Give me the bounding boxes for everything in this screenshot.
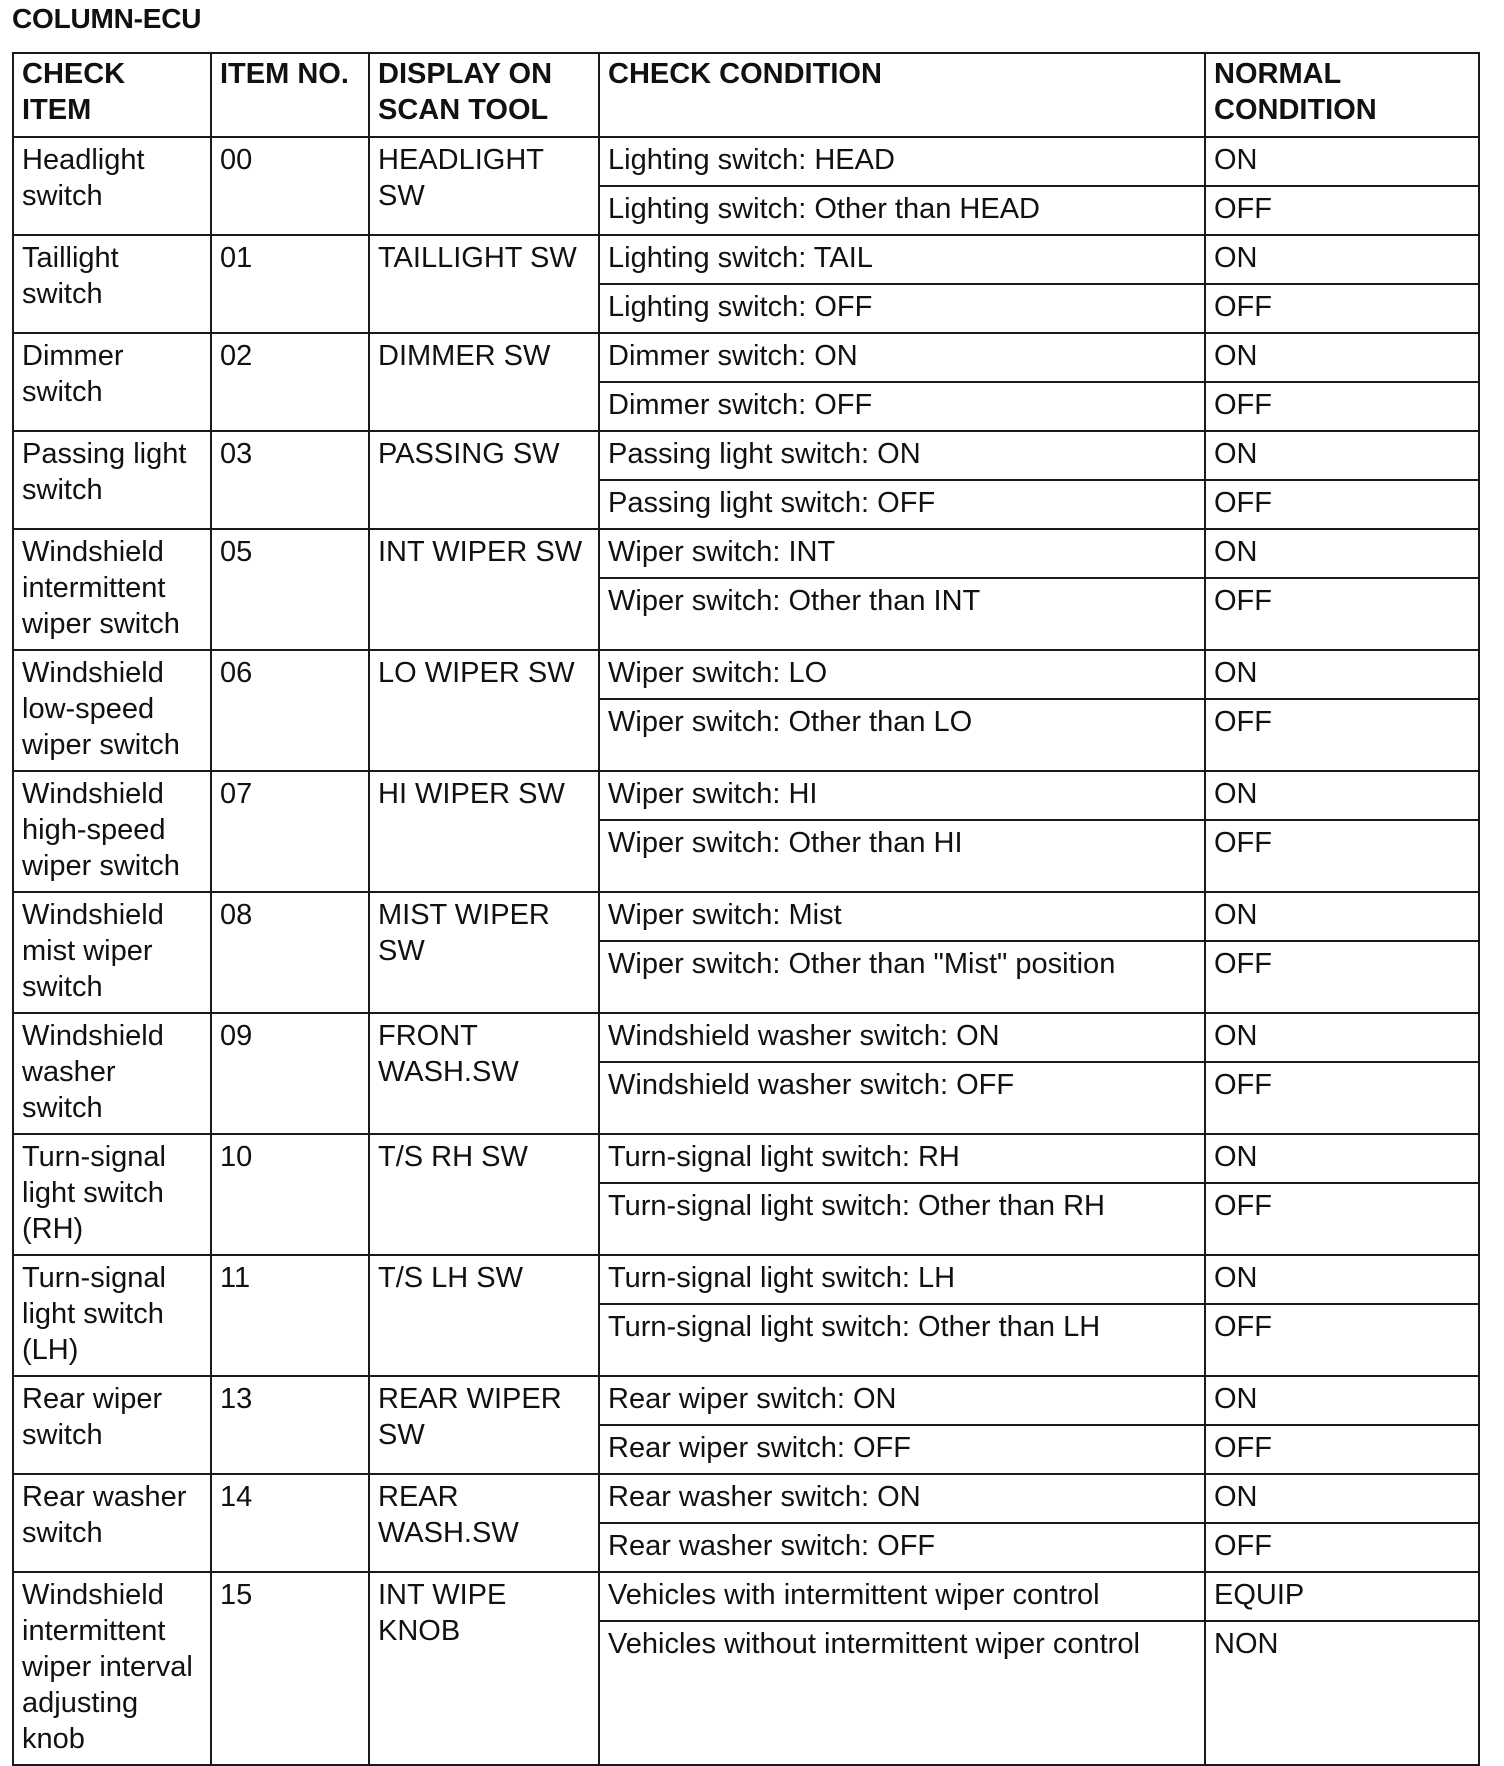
condition-cell: Wiper switch: LO [599, 650, 1205, 699]
check-item-cell: Taillight switch [13, 235, 211, 333]
condition-cell: Wiper switch: HI [599, 771, 1205, 820]
normal-cell: OFF [1205, 1183, 1479, 1255]
check-item-cell: Headlight switch [13, 137, 211, 235]
condition-cell: Wiper switch: INT [599, 529, 1205, 578]
check-item-cell: Passing light switch [13, 431, 211, 529]
display-cell: PASSING SW [369, 431, 599, 529]
condition-cell: Turn-signal light switch: RH [599, 1134, 1205, 1183]
table-row [13, 892, 1479, 941]
normal-cell: ON [1205, 1013, 1479, 1062]
normal-cell: ON [1205, 1134, 1479, 1183]
item-no-cell: 05 [211, 529, 369, 650]
condition-cell: Turn-signal light switch: Other than RH [599, 1183, 1205, 1255]
check-item-cell: Windshield washer switch [13, 1013, 211, 1134]
normal-cell: ON [1205, 431, 1479, 480]
display-cell: INT WIPE KNOB [369, 1572, 599, 1765]
condition-cell: Wiper switch: Mist [599, 892, 1205, 941]
normal-cell: OFF [1205, 382, 1479, 431]
normal-cell: ON [1205, 1255, 1479, 1304]
display-cell: MIST WIPER SW [369, 892, 599, 1013]
header-check-item: CHECK ITEM [13, 53, 211, 137]
display-cell: REAR WIPER SW [369, 1376, 599, 1474]
condition-cell: Lighting switch: TAIL [599, 235, 1205, 284]
display-cell: REAR WASH.SW [369, 1474, 599, 1572]
check-item-cell: Turn-signal light switch (LH) [13, 1255, 211, 1376]
check-item-cell: Windshield intermittent wiper switch [13, 529, 211, 650]
table-row [13, 529, 1479, 578]
item-no-cell: 10 [211, 1134, 369, 1255]
condition-cell: Rear wiper switch: ON [599, 1376, 1205, 1425]
table-row [13, 1572, 1479, 1621]
normal-cell: ON [1205, 1474, 1479, 1523]
condition-cell: Turn-signal light switch: Other than LH [599, 1304, 1205, 1376]
normal-cell: ON [1205, 771, 1479, 820]
display-cell: DIMMER SW [369, 333, 599, 431]
display-cell: T/S RH SW [369, 1134, 599, 1255]
item-no-cell: 14 [211, 1474, 369, 1572]
normal-cell: ON [1205, 1376, 1479, 1425]
check-item-cell: Windshield mist wiper switch [13, 892, 211, 1013]
table-row [13, 1255, 1479, 1304]
item-no-cell: 02 [211, 333, 369, 431]
table-row [13, 650, 1479, 699]
condition-cell: Dimmer switch: ON [599, 333, 1205, 382]
normal-cell: EQUIP [1205, 1572, 1479, 1621]
check-item-cell: Turn-signal light switch (RH) [13, 1134, 211, 1255]
normal-cell: OFF [1205, 1304, 1479, 1376]
condition-cell: Wiper switch: Other than "Mist" position [599, 941, 1205, 1013]
check-item-cell: Windshield low-speed wiper switch [13, 650, 211, 771]
normal-cell: OFF [1205, 699, 1479, 771]
table-row [13, 771, 1479, 820]
normal-cell: ON [1205, 137, 1479, 186]
normal-cell: NON [1205, 1621, 1479, 1765]
check-item-cell: Rear washer switch [13, 1474, 211, 1572]
header-item-no: ITEM NO. [211, 53, 369, 137]
item-no-cell: 11 [211, 1255, 369, 1376]
condition-cell: Rear washer switch: OFF [599, 1523, 1205, 1572]
normal-cell: OFF [1205, 941, 1479, 1013]
display-cell: HI WIPER SW [369, 771, 599, 892]
normal-cell: OFF [1205, 578, 1479, 650]
normal-cell: OFF [1205, 1062, 1479, 1134]
check-item-cell: Dimmer switch [13, 333, 211, 431]
normal-cell: OFF [1205, 186, 1479, 235]
normal-cell: OFF [1205, 1523, 1479, 1572]
condition-cell: Rear wiper switch: OFF [599, 1425, 1205, 1474]
normal-cell: OFF [1205, 1425, 1479, 1474]
table-row [13, 1376, 1479, 1425]
condition-cell: Passing light switch: OFF [599, 480, 1205, 529]
display-cell: INT WIPER SW [369, 529, 599, 650]
normal-cell: OFF [1205, 284, 1479, 333]
check-table [12, 52, 1480, 1766]
condition-cell: Dimmer switch: OFF [599, 382, 1205, 431]
header-display: DISPLAY ON SCAN TOOL [369, 53, 599, 137]
display-cell: HEADLIGHT SW [369, 137, 599, 235]
item-no-cell: 06 [211, 650, 369, 771]
condition-cell: Passing light switch: ON [599, 431, 1205, 480]
item-no-cell: 03 [211, 431, 369, 529]
table-body [13, 137, 1479, 1765]
display-cell: LO WIPER SW [369, 650, 599, 771]
item-no-cell: 00 [211, 137, 369, 235]
normal-cell: OFF [1205, 480, 1479, 529]
display-cell: T/S LH SW [369, 1255, 599, 1376]
table-row [13, 1134, 1479, 1183]
item-no-cell: 08 [211, 892, 369, 1013]
condition-cell: Windshield washer switch: ON [599, 1013, 1205, 1062]
normal-cell: ON [1205, 892, 1479, 941]
normal-cell: ON [1205, 235, 1479, 284]
condition-cell: Lighting switch: OFF [599, 284, 1205, 333]
normal-cell: ON [1205, 529, 1479, 578]
condition-cell: Wiper switch: Other than INT [599, 578, 1205, 650]
table-header-row [13, 53, 1479, 137]
check-item-cell: Windshield high-speed wiper switch [13, 771, 211, 892]
display-cell: TAILLIGHT SW [369, 235, 599, 333]
page-title: COLUMN-ECU [12, 3, 202, 34]
table-row [13, 137, 1479, 186]
condition-cell: Wiper switch: Other than HI [599, 820, 1205, 892]
condition-cell: Windshield washer switch: OFF [599, 1062, 1205, 1134]
normal-cell: ON [1205, 333, 1479, 382]
item-no-cell: 15 [211, 1572, 369, 1765]
table-row [13, 235, 1479, 284]
table-row [13, 1013, 1479, 1062]
normal-cell: ON [1205, 650, 1479, 699]
table-row [13, 1474, 1479, 1523]
item-no-cell: 01 [211, 235, 369, 333]
condition-cell: Lighting switch: Other than HEAD [599, 186, 1205, 235]
normal-cell: OFF [1205, 820, 1479, 892]
header-check-condition: CHECK CONDITION [599, 53, 1205, 137]
table-row [13, 333, 1479, 382]
check-item-cell: Rear wiper switch [13, 1376, 211, 1474]
table-row [13, 431, 1479, 480]
condition-cell: Wiper switch: Other than LO [599, 699, 1205, 771]
condition-cell: Turn-signal light switch: LH [599, 1255, 1205, 1304]
check-item-cell: Windshield intermittent wiper interval adjusting knob [13, 1572, 211, 1765]
item-no-cell: 09 [211, 1013, 369, 1134]
condition-cell: Vehicles without intermittent wiper control [599, 1621, 1205, 1765]
condition-cell: Rear washer switch: ON [599, 1474, 1205, 1523]
condition-cell: Vehicles with intermittent wiper control [599, 1572, 1205, 1621]
display-cell: FRONT WASH.SW [369, 1013, 599, 1134]
header-normal-condition: NORMAL CONDITION [1205, 53, 1479, 137]
item-no-cell: 07 [211, 771, 369, 892]
condition-cell: Lighting switch: HEAD [599, 137, 1205, 186]
item-no-cell: 13 [211, 1376, 369, 1474]
